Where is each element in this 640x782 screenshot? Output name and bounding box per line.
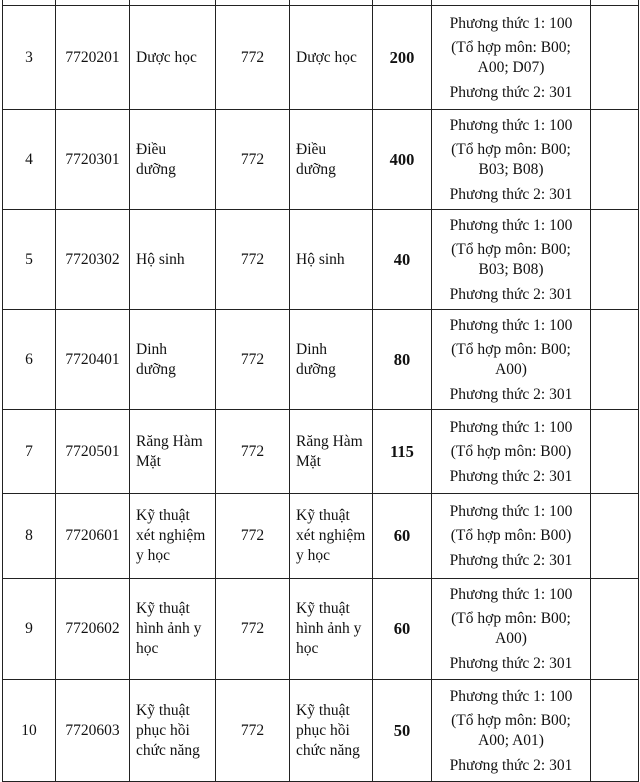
method-1: Phương thức 1: 100 — [449, 418, 573, 436]
major-code: 7720603 — [56, 680, 130, 782]
quota: 40 — [373, 210, 432, 310]
admissions-table — [2, 0, 639, 782]
method-1: Phương thức 1: 100 — [449, 14, 573, 32]
row-number: 3 — [3, 6, 56, 110]
empty-cell — [591, 210, 639, 310]
major-code: 7720601 — [56, 494, 130, 579]
empty-cell — [591, 579, 639, 680]
major-name: Răng Hàm Mặt — [130, 410, 216, 494]
group-code: 772 — [216, 310, 290, 410]
major-name: Hộ sinh — [130, 210, 216, 310]
table-row — [3, 6, 639, 110]
row-number: 9 — [3, 579, 56, 680]
group-name: Kỹ thuật xét nghiệm y học — [290, 494, 373, 579]
major-name: Điều dưỡng — [130, 110, 216, 210]
major-name: Kỹ thuật phục hồi chức năng — [130, 680, 216, 782]
subject-combination: (Tổ hợp môn: B00; B03; B08) — [451, 140, 571, 178]
subject-combination: (Tổ hợp môn: B00) — [450, 527, 572, 544]
table-row — [3, 210, 639, 310]
method-1: Phương thức 1: 100 — [449, 586, 573, 603]
group-code: 772 — [216, 680, 290, 782]
quota: 60 — [373, 579, 432, 680]
empty-cell — [591, 310, 639, 410]
method-2: Phương thức 2: 301 — [449, 83, 573, 101]
row-number: 10 — [3, 680, 56, 782]
subject-combination: (Tổ hợp môn: B00; A00; D07) — [451, 38, 571, 76]
major-code: 7720201 — [56, 6, 130, 110]
table-row — [3, 110, 639, 210]
admission-methods — [432, 110, 591, 210]
major-code: 7720302 — [56, 210, 130, 310]
method-2: Phương thức 2: 301 — [449, 655, 573, 672]
admission-methods — [432, 310, 591, 410]
group-code: 772 — [216, 410, 290, 494]
major-code: 7720401 — [56, 310, 130, 410]
group-code: 772 — [216, 210, 290, 310]
major-name: Dinh dưỡng — [130, 310, 216, 410]
method-2: Phương thức 2: 301 — [449, 467, 573, 485]
row-number: 7 — [3, 410, 56, 494]
group-name: Dược học — [290, 6, 373, 110]
major-name: Dược học — [130, 6, 216, 110]
group-name: Kỹ thuật phục hồi chức năng — [290, 680, 373, 782]
major-code: 7720501 — [56, 410, 130, 494]
row-number: 5 — [3, 210, 56, 310]
empty-cell — [591, 6, 639, 110]
group-code: 772 — [216, 494, 290, 579]
method-2: Phương thức 2: 301 — [449, 756, 573, 774]
admission-methods — [432, 579, 591, 680]
table-row — [3, 579, 639, 680]
group-code: 772 — [216, 110, 290, 210]
major-code: 7720301 — [56, 110, 130, 210]
method-2: Phương thức 2: 301 — [449, 552, 573, 569]
method-1: Phương thức 1: 100 — [449, 216, 573, 234]
table-row — [3, 680, 639, 782]
empty-cell — [591, 410, 639, 494]
quota: 50 — [373, 680, 432, 782]
empty-cell — [591, 110, 639, 210]
quota: 400 — [373, 110, 432, 210]
empty-cell — [591, 680, 639, 782]
group-code: 772 — [216, 579, 290, 680]
admission-methods — [432, 680, 591, 782]
table-row — [3, 494, 639, 579]
group-name: Hộ sinh — [290, 210, 373, 310]
method-1: Phương thức 1: 100 — [449, 116, 573, 134]
table-row — [3, 410, 639, 494]
group-name: Răng Hàm Mặt — [290, 410, 373, 494]
row-number: 6 — [3, 310, 56, 410]
group-name: Điều dưỡng — [290, 110, 373, 210]
quota: 200 — [373, 6, 432, 110]
group-name: Dinh dưỡng — [290, 310, 373, 410]
method-2: Phương thức 2: 301 — [449, 385, 573, 403]
admission-methods — [432, 494, 591, 579]
row-number: 4 — [3, 110, 56, 210]
method-1: Phương thức 1: 100 — [449, 687, 573, 705]
subject-combination: (Tổ hợp môn: B00; A00) — [451, 340, 571, 378]
quota: 80 — [373, 310, 432, 410]
empty-cell — [591, 494, 639, 579]
group-name: Kỹ thuật hình ảnh y học — [290, 579, 373, 680]
row-number: 8 — [3, 494, 56, 579]
subject-combination: (Tổ hợp môn: B00; A00) — [451, 610, 571, 647]
subject-combination: (Tổ hợp môn: B00; A00; A01) — [451, 711, 571, 749]
major-name: Kỹ thuật xét nghiệm y học — [130, 494, 216, 579]
method-2: Phương thức 2: 301 — [449, 285, 573, 303]
quota: 60 — [373, 494, 432, 579]
major-name: Kỹ thuật hình ảnh y học — [130, 579, 216, 680]
table-row — [3, 310, 639, 410]
admission-methods — [432, 210, 591, 310]
admission-methods — [432, 6, 591, 110]
subject-combination: (Tổ hợp môn: B00) — [450, 442, 572, 460]
admission-methods — [432, 410, 591, 494]
method-1: Phương thức 1: 100 — [449, 503, 573, 520]
subject-combination: (Tổ hợp môn: B00; B03; B08) — [451, 240, 571, 278]
group-code: 772 — [216, 6, 290, 110]
quota: 115 — [373, 410, 432, 494]
method-1: Phương thức 1: 100 — [449, 316, 573, 334]
method-2: Phương thức 2: 301 — [449, 185, 573, 203]
major-code: 7720602 — [56, 579, 130, 680]
